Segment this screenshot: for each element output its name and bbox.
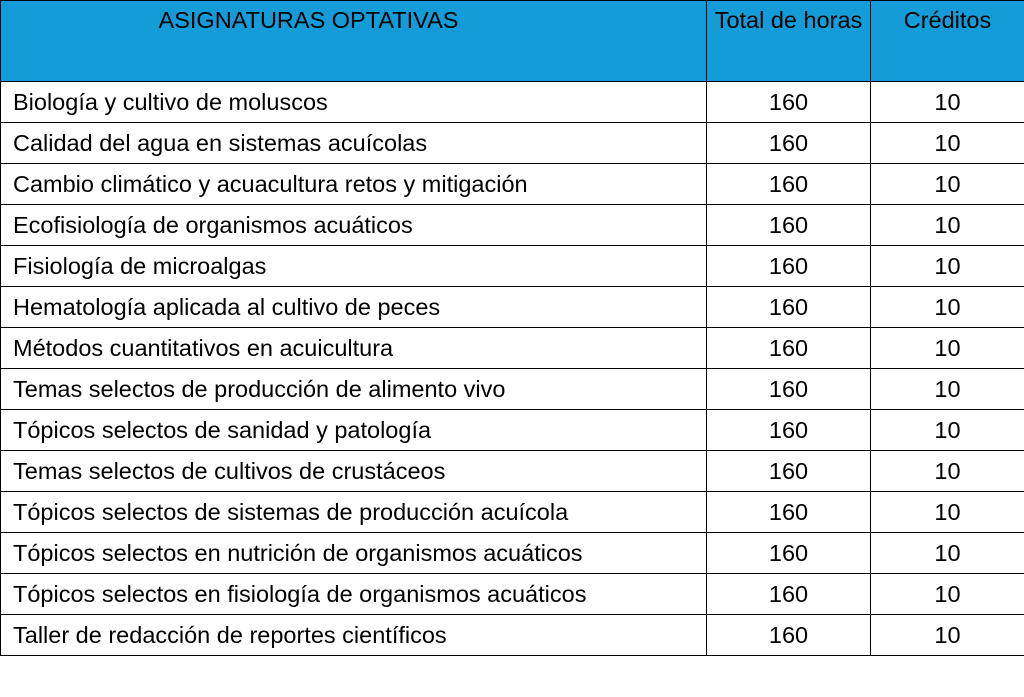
total-hours-cell: 160 — [707, 205, 871, 246]
total-hours-cell: 160 — [707, 123, 871, 164]
subject-cell: Hematología aplicada al cultivo de peces — [1, 287, 707, 328]
total-hours-cell: 160 — [707, 246, 871, 287]
subject-cell: Tópicos selectos en fisiología de organismos acuáticos — [1, 574, 707, 615]
total-hours-cell: 160 — [707, 492, 871, 533]
credits-cell: 10 — [871, 615, 1024, 656]
total-hours-cell: 160 — [707, 369, 871, 410]
subject-cell: Tópicos selectos en nutrición de organismos acuáticos — [1, 533, 707, 574]
table-row — [1, 246, 1024, 287]
total-hours-cell: 160 — [707, 533, 871, 574]
table-row — [1, 410, 1024, 451]
table-row — [1, 287, 1024, 328]
credits-cell: 10 — [871, 574, 1024, 615]
column-header-credits: Créditos — [871, 1, 1024, 82]
total-hours-cell: 160 — [707, 615, 871, 656]
table-row — [1, 328, 1024, 369]
table-row — [1, 451, 1024, 492]
total-hours-cell: 160 — [707, 164, 871, 205]
subject-cell: Cambio climático y acuacultura retos y mitigación — [1, 164, 707, 205]
subject-cell: Calidad del agua en sistemas acuícolas — [1, 123, 707, 164]
credits-cell: 10 — [871, 533, 1024, 574]
subject-cell: Taller de redacción de reportes científicos — [1, 615, 707, 656]
total-hours-cell: 160 — [707, 574, 871, 615]
subject-cell: Temas selectos de producción de alimento vivo — [1, 369, 707, 410]
credits-cell: 10 — [871, 328, 1024, 369]
subject-cell: Métodos cuantitativos en acuicultura — [1, 328, 707, 369]
table-row — [1, 492, 1024, 533]
total-hours-cell: 160 — [707, 82, 871, 123]
credits-cell: 10 — [871, 410, 1024, 451]
credits-cell: 10 — [871, 287, 1024, 328]
credits-cell: 10 — [871, 205, 1024, 246]
credits-cell: 10 — [871, 369, 1024, 410]
credits-cell: 10 — [871, 246, 1024, 287]
subject-cell: Fisiología de microalgas — [1, 246, 707, 287]
table-row — [1, 615, 1024, 656]
total-hours-cell: 160 — [707, 328, 871, 369]
total-hours-cell: 160 — [707, 410, 871, 451]
table-row — [1, 82, 1024, 123]
credits-cell: 10 — [871, 123, 1024, 164]
subject-cell: Biología y cultivo de moluscos — [1, 82, 707, 123]
column-header-total-hours: Total de horas — [707, 1, 871, 82]
credits-cell: 10 — [871, 451, 1024, 492]
table-row — [1, 533, 1024, 574]
subject-cell: Temas selectos de cultivos de crustáceos — [1, 451, 707, 492]
table-row — [1, 123, 1024, 164]
subject-cell: Tópicos selectos de sanidad y patología — [1, 410, 707, 451]
table-row — [1, 574, 1024, 615]
credits-cell: 10 — [871, 164, 1024, 205]
credits-cell: 10 — [871, 492, 1024, 533]
table-header-row — [1, 1, 1024, 82]
table-row — [1, 164, 1024, 205]
table-row — [1, 369, 1024, 410]
total-hours-cell: 160 — [707, 287, 871, 328]
table-row — [1, 205, 1024, 246]
credits-cell: 10 — [871, 82, 1024, 123]
table-body — [1, 82, 1024, 656]
subject-cell: Ecofisiología de organismos acuáticos — [1, 205, 707, 246]
column-header-subject: ASIGNATURAS OPTATIVAS — [1, 1, 707, 82]
subject-cell: Tópicos selectos de sistemas de producción acuícola — [1, 492, 707, 533]
total-hours-cell: 160 — [707, 451, 871, 492]
